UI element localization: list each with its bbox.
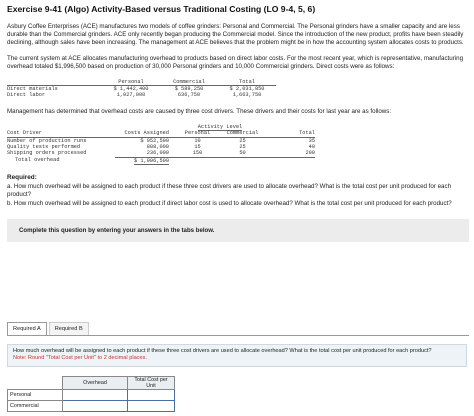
table-total-row [7, 157, 315, 164]
table-cell: $ 589,250 [174, 86, 204, 93]
table-header-cell: Commercial [160, 79, 218, 86]
table-header-row [7, 130, 315, 137]
overhead-column-header: Overhead [63, 377, 128, 390]
question-instruction-box [7, 344, 467, 367]
table-cell: $ 952,500 [140, 137, 169, 144]
table-cell: $ 1,442,400 [113, 86, 149, 93]
required-b: b. How much overhead will be assigned to each product if direct labor cost is used to allocate overhead? What is the total cost per unit produced for each product? [7, 200, 452, 208]
table-cell: $ 2,031,850 [229, 86, 265, 93]
answer-header-row [8, 377, 175, 390]
table-header-cell: Personal [175, 130, 220, 137]
table-cell: 25 [239, 144, 246, 151]
table-cell: 808,000 [146, 144, 169, 151]
tab-required-a[interactable]: Required A [7, 322, 47, 335]
table-cell: 40 [308, 144, 315, 151]
answer-table [7, 376, 175, 412]
table-header-cell: Commercial [220, 130, 265, 137]
direct-costs-table [7, 79, 276, 99]
personal-cost-per-unit-input[interactable] [128, 390, 175, 401]
table-header-cell [7, 79, 102, 86]
table-row [7, 137, 315, 144]
table-row [7, 86, 276, 93]
table-cell: Direct labor [7, 92, 46, 99]
activity-level-header: Activity Level [197, 123, 243, 130]
commercial-cost-per-unit-input[interactable] [128, 401, 175, 412]
table-header-cell: Cost Driver [7, 130, 115, 137]
table-cell: 25 [239, 137, 246, 144]
row-label-commercial: Commercial [8, 401, 63, 412]
table-cell: 636,750 [177, 92, 201, 99]
table-cell: 1,663,750 [232, 92, 262, 99]
row-label-personal: Personal [8, 390, 63, 401]
table-cell: 35 [308, 137, 315, 144]
page-title: Exercise 9-41 (Algo) Activity-Based versus Traditional Costing (LO 9-4, 5, 6) [7, 4, 316, 14]
table-cell: 1,027,000 [116, 92, 146, 99]
table-cell: 200 [265, 150, 315, 157]
required-a: a. How much overhead will be assigned to each product if these three cost drivers are used to allocate overhead? What is the total cost per unit produced for each product? [7, 183, 452, 199]
table-cell: Direct materials [7, 86, 58, 93]
required-heading: Required: [7, 174, 37, 182]
table-cell: 50 [220, 150, 265, 157]
total-overhead-label: Total overhead [15, 157, 60, 164]
tab-divider [7, 335, 469, 336]
answer-row-personal [8, 390, 175, 401]
table-cell: Shipping orders processed [7, 150, 87, 157]
exercise-content [7, 4, 469, 242]
table-cell: 236,000 [115, 150, 175, 157]
table-header-row [7, 79, 276, 86]
table-header-cell: Costs Assigned [115, 130, 175, 137]
table-cell: 10 [194, 137, 201, 144]
table-header-cell: Total [218, 79, 276, 86]
table-cell: 150 [175, 150, 220, 157]
table-row [7, 92, 276, 98]
cost-driver-table [7, 124, 315, 165]
required-section [7, 174, 469, 208]
question-text: How much overhead will be assigned to each product if these three cost drivers are used to allocate overhead? What is the total cost per unit produced for each product? [13, 348, 432, 354]
table-cell: Number of production runs [7, 137, 87, 144]
cost-per-unit-column-header: Total Cost per Unit [128, 377, 175, 390]
table-cell: Quality tests performed [7, 144, 81, 151]
table-header-cell: Total [265, 130, 315, 137]
intro-paragraph: Asbury Coffee Enterprises (ACE) manufactures two models of coffee grinders: Personal and Commercial. The Personal grinders have a smaller capacity and are less durable than the Commercial grinders. ACE only recently began producing the Commercial model. Since the introduction of the new product, profits have been steadily declining, although sales have been increasing. The management at ACE believes that the problem might be in how the accounting system allocates costs to products. [7, 23, 464, 46]
commercial-overhead-input[interactable] [63, 401, 128, 412]
personal-overhead-input[interactable] [63, 390, 128, 401]
table-cell: 15 [194, 144, 201, 151]
system-paragraph: The current system at ACE allocates manufacturing overhead to products based on direct labor costs. For the most recent year, which is representative, manufacturing overhead totaled $1,996,500 based on production of 30,000 Personal grinders and 10,000 Commercial grinders. Direct costs were as follows: [7, 54, 464, 70]
answer-row-commercial [8, 401, 175, 412]
instruction-banner: Complete this question by entering your answers in the tabs below. [7, 219, 469, 242]
tab-required-b[interactable]: Required B [49, 322, 89, 335]
requirement-tabs [7, 322, 91, 335]
rounding-note: Note: Round "Total Cost per Unit" to 2 decimal places. [13, 355, 147, 362]
table-row [7, 150, 315, 157]
table-header-cell: Personal [102, 79, 160, 86]
management-paragraph: Management has determined that overhead costs are caused by three cost drivers. These drivers and their costs for last year are as follows: [7, 107, 392, 115]
total-overhead-value: $ 1,996,500 [134, 157, 169, 164]
